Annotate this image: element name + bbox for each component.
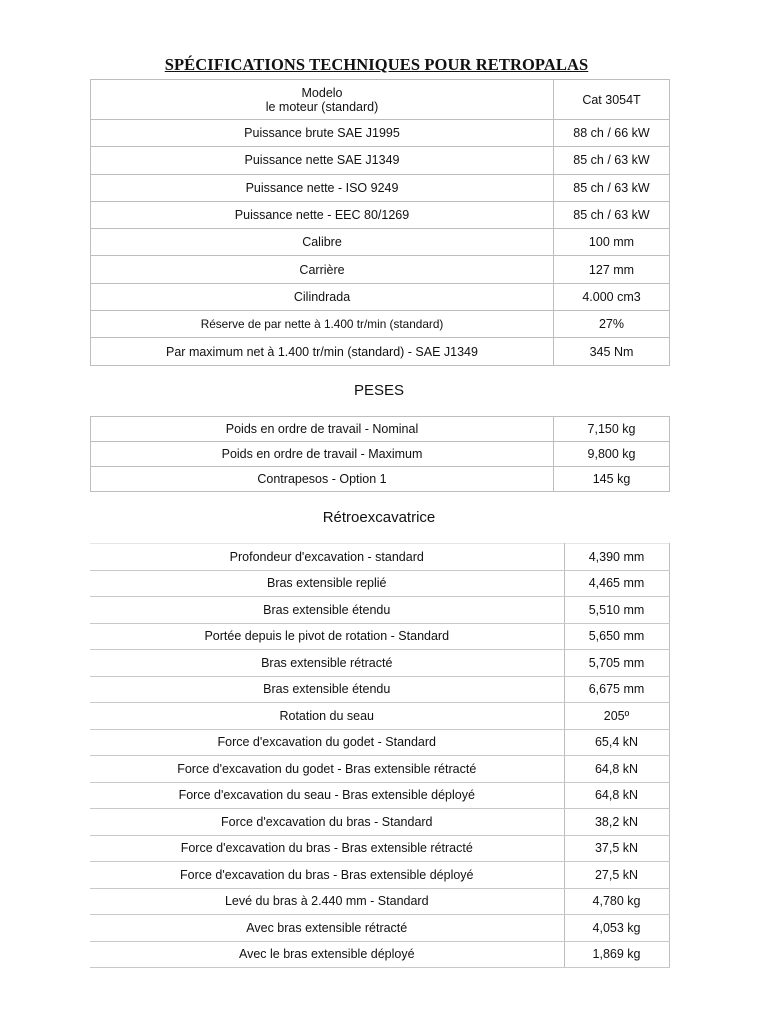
table-row (90, 703, 669, 730)
spec-value: 4,390 mm (564, 544, 669, 571)
spec-label: Portée depuis le pivot de rotation - Standard (90, 623, 564, 650)
table-row (90, 782, 669, 809)
spec-value: 4,465 mm (564, 570, 669, 597)
table-row (90, 623, 669, 650)
engine-model-value: Cat 3054T (554, 80, 670, 120)
spec-value: 85 ch / 63 kW (554, 174, 670, 201)
engine-spec-table (90, 79, 670, 366)
table-row (90, 729, 669, 756)
spec-value: 64,8 kN (564, 756, 669, 783)
spec-value: 145 kg (554, 467, 670, 492)
spec-label: Bras extensible étendu (90, 597, 564, 624)
spec-label: Avec le bras extensible déployé (90, 941, 564, 968)
spec-label: Réserve de par nette à 1.400 tr/min (standard) (91, 311, 554, 338)
table-row (90, 888, 669, 915)
spec-value: 38,2 kN (564, 809, 669, 836)
table-row (90, 544, 669, 571)
spec-label: Force d'excavation du godet - Standard (90, 729, 564, 756)
table-row (90, 570, 669, 597)
spec-label: Avec bras extensible rétracté (90, 915, 564, 942)
spec-label: Poids en ordre de travail - Nominal (91, 417, 554, 442)
table-row (91, 338, 670, 365)
table-row (91, 256, 670, 283)
table-row (91, 201, 670, 228)
table-row (91, 467, 670, 492)
spec-value: 27% (554, 311, 670, 338)
table-row (90, 941, 669, 968)
spec-label: Force d'excavation du bras - Bras extensible déployé (90, 862, 564, 889)
table-row (91, 417, 670, 442)
spec-label: Profondeur d'excavation - standard (90, 544, 564, 571)
backhoe-table (90, 543, 670, 968)
spec-label: Calibre (91, 229, 554, 256)
weights-table (90, 416, 670, 492)
spec-label: Force d'excavation du bras - Bras extensible rétracté (90, 835, 564, 862)
backhoe-section-title: Rétroexcavatrice (322, 509, 436, 526)
spec-value: 5,650 mm (564, 623, 669, 650)
spec-value: 100 mm (554, 229, 670, 256)
spec-value: 27,5 kN (564, 862, 669, 889)
spec-label: Puissance nette - EEC 80/1269 (91, 201, 554, 228)
spec-value: 4,053 kg (564, 915, 669, 942)
spec-value: 85 ch / 63 kW (554, 201, 670, 228)
table-row (91, 442, 670, 467)
spec-label: Bras extensible étendu (90, 676, 564, 703)
spec-label: Cilindrada (91, 283, 554, 310)
table-row (90, 835, 669, 862)
spec-label: Contrapesos - Option 1 (91, 467, 554, 492)
table-header-row (91, 80, 670, 120)
table-row (91, 283, 670, 310)
spec-label: Puissance nette SAE J1349 (91, 147, 554, 174)
model-label: Modelo (301, 85, 343, 100)
spec-value: 64,8 kN (564, 782, 669, 809)
spec-value: 85 ch / 63 kW (554, 147, 670, 174)
table-row (90, 915, 669, 942)
spec-label: Poids en ordre de travail - Maximum (91, 442, 554, 467)
table-row (90, 597, 669, 624)
engine-label: le moteur (standard) (265, 99, 379, 114)
table-row (91, 174, 670, 201)
spec-value: 1,869 kg (564, 941, 669, 968)
spec-value: 7,150 kg (554, 417, 670, 442)
spec-value: 65,4 kN (564, 729, 669, 756)
table-row (90, 756, 669, 783)
table-row (90, 676, 669, 703)
table-row (91, 229, 670, 256)
spec-value: 37,5 kN (564, 835, 669, 862)
spec-value: 345 Nm (554, 338, 670, 365)
spec-value: 5,510 mm (564, 597, 669, 624)
spec-label: Force d'excavation du bras - Standard (90, 809, 564, 836)
table-row (90, 650, 669, 677)
weights-section-title: PESES (353, 382, 405, 399)
spec-label: Puissance nette - ISO 9249 (91, 174, 554, 201)
model-label-cell (91, 80, 554, 120)
spec-label: Puissance brute SAE J1995 (91, 120, 554, 147)
spec-value: 4,780 kg (564, 888, 669, 915)
spec-label: Bras extensible replié (90, 570, 564, 597)
spec-label: Force d'excavation du godet - Bras extensible rétracté (90, 756, 564, 783)
spec-value: 88 ch / 66 kW (554, 120, 670, 147)
table-row (90, 809, 669, 836)
spec-value: 4.000 cm3 (554, 283, 670, 310)
table-row (91, 147, 670, 174)
table-row (91, 120, 670, 147)
document-title: SPÉCIFICATIONS TECHNIQUES POUR RETROPALAS (164, 55, 589, 74)
spec-value: 127 mm (554, 256, 670, 283)
spec-value: 5,705 mm (564, 650, 669, 677)
spec-value: 6,675 mm (564, 676, 669, 703)
spec-value: 205º (564, 703, 669, 730)
spec-label: Force d'excavation du seau - Bras extensible déployé (90, 782, 564, 809)
spec-label: Levé du bras à 2.440 mm - Standard (90, 888, 564, 915)
spec-label: Par maximum net à 1.400 tr/min (standard) - SAE J1349 (91, 338, 554, 365)
spec-label: Bras extensible rétracté (90, 650, 564, 677)
table-row (91, 311, 670, 338)
spec-label: Carrière (91, 256, 554, 283)
spec-value: 9,800 kg (554, 442, 670, 467)
table-row (90, 862, 669, 889)
spec-label: Rotation du seau (90, 703, 564, 730)
